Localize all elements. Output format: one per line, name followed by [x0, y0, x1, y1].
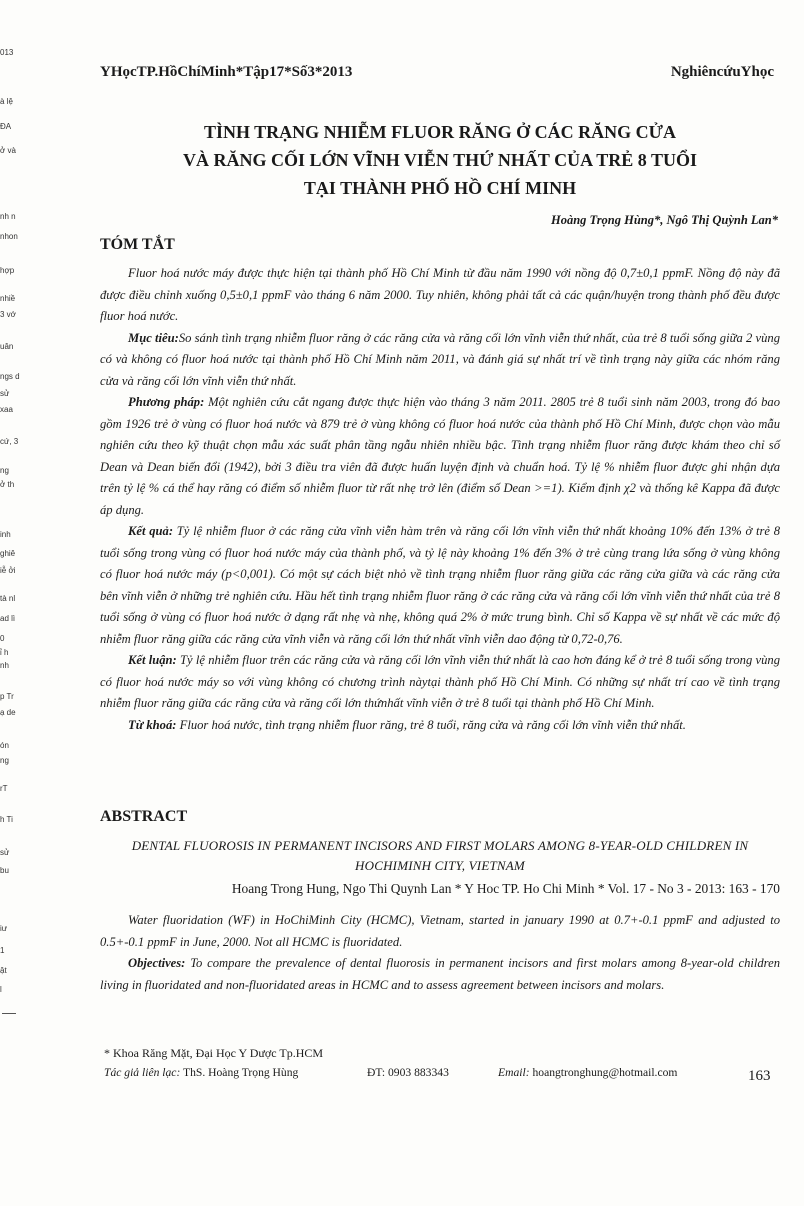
margin-fragment: l	[0, 985, 2, 994]
margin-fragment: tà nl	[0, 594, 16, 603]
facing-page-margin	[0, 0, 22, 1206]
margin-fragment: sử	[0, 848, 10, 857]
phone: ĐT: 0903 883343	[367, 1066, 449, 1079]
margin-fragment: p Tr	[0, 692, 14, 701]
margin-fragment: ón	[0, 741, 9, 750]
keywords-label: Từ khoá:	[128, 717, 177, 732]
result-label: Kết quả:	[128, 524, 174, 538]
margin-fragment: ng	[0, 466, 9, 475]
margin-fragment: 0	[0, 634, 5, 643]
email-block	[498, 1066, 677, 1079]
margin-fragment: h Ti	[0, 815, 13, 824]
abstract-conclusion	[100, 650, 780, 715]
contact-label: Tác giả liên lạc:	[104, 1066, 181, 1079]
contact-footnote	[104, 1066, 734, 1079]
margin-fragment: ad lì	[0, 614, 16, 623]
margin-fragment: hợp	[0, 266, 15, 275]
margin-fragment: ỉ h	[0, 648, 9, 657]
page-number: 163	[748, 1068, 771, 1084]
margin-fragment: ật	[0, 966, 7, 975]
abstract-en-body	[100, 910, 780, 996]
email-label: Email:	[498, 1066, 530, 1079]
affiliation-footnote: * Khoa Răng Mặt, Đại Học Y Dược Tp.HCM	[104, 1046, 324, 1060]
abstract-method	[100, 392, 780, 521]
abstract-vi-body	[100, 263, 780, 736]
running-head	[100, 64, 774, 84]
english-title: DENTAL FLUOROSIS IN PERMANENT INCISORS AND FIRST MOLARS AMONG 8-YEAR-OLD CHILDREN IN HOCHIMINH CITY, VIETNAM	[131, 838, 749, 873]
margin-fragment: 013	[0, 48, 14, 57]
section-name: NghiêncứuYhọc	[670, 64, 774, 80]
margin-fragment: nh n	[0, 212, 16, 221]
margin-fragment: uân	[0, 342, 14, 351]
result-text: Tỷ lệ nhiễm fluor ở các răng cửa vĩnh viễn hàm trên và răng cối lớn vĩnh viễn thứ nhất khoảng 10% đến 13% ở trẻ 8 tuổi sống trong vùng có fluor hoá nước máy của thành phố, và tỷ lệ này khoảng 1% đến 3% ở trẻ cùng trang lứa sống ở vùng không có fluor hoá nước máy (p<0,001). Có một sự cách biệt nhỏ về tình trạng nhiễm fluor răng giữa các răng cửa giữa và các răng cửa bên vĩnh viễn ở những trẻ nghiên cứu. Hầu hết tình trạng nhiễm fluor răng ở các răng cửa và răng cối lớn vĩnh viễn thứ nhất của trẻ 8 tuổi sống ở vùng có fluor hoá nước ở dạng rất nhẹ và nhẹ, không quá 2% ở mức trung bình. Chỉ số Kappa về sự nhất về các mức độ nhiễm fluor răng giữa các răng cửa vĩnh viễn và răng cối lớn thứ nhất vĩnh viễn dao động từ 0,72-0,76.	[100, 524, 781, 646]
authors: Hoàng Trọng Hùng*, Ngô Thị Quỳnh Lan*	[550, 213, 778, 227]
section-heading-tom-tat: TÓM TẮT	[100, 236, 175, 253]
contact-name: ThS. Hoàng Trọng Hùng	[183, 1066, 299, 1079]
title-line: VÀ RĂNG CỐI LỚN VĨNH VIỄN THỨ NHẤT CỦA TRẺ 8 TUỔI	[183, 150, 697, 170]
margin-fragment: xaa	[0, 405, 13, 414]
section-heading-abstract: ABSTRACT	[100, 808, 188, 825]
margin-fragment: nhiề	[0, 294, 16, 303]
margin-fragment: rT	[0, 784, 8, 793]
margin-fragment: nhon	[0, 232, 18, 241]
margin-fragment: inh	[0, 530, 11, 539]
margin-fragment: ngs d	[0, 372, 20, 381]
margin-fragment: iư	[0, 924, 8, 933]
abstract-en-intro: Water fluoridation (WF) in HoChiMinh City (HCMC), Vietnam, started in january 1990 at 0.7+-0.1 ppmF and adjusted to 0.5+-0.1 ppmF in June, 2000. Not all HCMC is fluoridated.	[100, 913, 780, 949]
margin-fragment: cứ, 3	[0, 437, 19, 446]
margin-fragment: iễ ởi	[0, 566, 16, 575]
objective-label: Mục tiêu:	[128, 330, 179, 345]
title-line: TẠI THÀNH PHỐ HỒ CHÍ MINH	[303, 178, 577, 198]
margin-fragment: 3 vớ	[0, 310, 16, 319]
conclusion-text: Tỷ lệ nhiễm fluor trên các răng cửa và răng cối lớn vĩnh viễn thứ nhất là cao hơn đáng kể ở trẻ 8 tuổi sống trong vùng có fluor hoá nước máy so với vùng không có chương trình nàytại thành phố Hồ Chí Minh. Có những sự nhất trí cao về tình trạng nhiễm fluor răng giữa các răng cửa và răng cối lớn thứnhất vĩnh viễn ở trẻ 8 tuổi tại thành phố Hồ Chí Minh.	[100, 653, 780, 710]
abstract-en-objective	[100, 953, 780, 996]
article-title	[100, 118, 780, 202]
abstract-intro: Fluor hoá nước máy được thực hiện tại thành phố Hồ Chí Minh từ đầu năm 1990 với nồng độ 0,7±0,1 ppmF. Nồng độ này đã được điều chỉnh xuống 0,5±0,1 ppmF vào tháng 6 năm 2000. Tuy nhiên, không phải tất cả các quận/huyện trong thành phố đều được fluor hoá nước.	[100, 266, 780, 323]
margin-rule	[2, 1013, 16, 1014]
margin-fragment: bu	[0, 866, 9, 875]
margin-fragment: ở th	[0, 480, 15, 489]
objectives-text: To compare the prevalence of dental fluorosis in permanent incisors and first molars among 8-year-old children living in fluoridated and non-fluoridated areas in HCMC and to assess agreement between incisors and molars.	[100, 956, 780, 992]
margin-fragment: nh	[0, 661, 9, 670]
margin-fragment: ĐA	[0, 122, 12, 131]
conclusion-label: Kết luận:	[128, 653, 177, 667]
method-text: Một nghiên cứu cắt ngang được thực hiện vào tháng 3 năm 2011. 2805 trẻ 8 tuổi sinh năm 2003, trong đó bao gồm 1926 trẻ ở vùng có fluor hoá nước và 879 trẻ ở vùng không có fluor hoá nước của thành phố Hồ Chí Minh, được chọn vào mẫu nghiên cứu theo kỹ thuật chọn mẫu xác suất phân tầng ngẫu nhiên nhiều bậc. Tình trạng nhiễm fluor răng được khám theo chỉ số Dean và Dean biến đổi (1942), bởi 3 điều tra viên đã được huấn luyện định và chuẩn hoá. Tỷ lệ % nhiễm fluor được ghi nhận dựa trên tỷ lệ % cá thể hay răng có điểm số nhiễm fluor từ rất nhẹ trở lên (điểm số Dean >=1). Kiểm định χ2 và thống kê Kappa đã được áp dụng.	[100, 395, 780, 517]
journal-issue: YHọcTP.HồChíMinh*Tập17*Số3*2013	[100, 64, 353, 80]
margin-fragment: ghiê	[0, 549, 16, 558]
margin-fragment: ng	[0, 756, 9, 765]
abstract-objective	[100, 328, 780, 393]
abstract-result	[100, 521, 780, 650]
abstract-keywords	[100, 715, 780, 737]
margin-fragment: à lệ	[0, 97, 13, 106]
email-address: hoangtronghung@hotmail.com	[532, 1066, 678, 1079]
citation: Hoang Trong Hung, Ngo Thi Quynh Lan * Y Hoc TP. Ho Chi Minh * Vol. 17 - No 3 - 2013: 163 - 170	[231, 881, 780, 896]
keywords-text: Fluor hoá nước, tình trạng nhiễm fluor răng, trẻ 8 tuổi, răng cửa và răng cối lớn vĩnh viễn thứ nhất.	[179, 717, 686, 732]
objective-text: So sánh tình trạng nhiễm fluor răng ở các răng cửa và răng cối lớn vĩnh viễn thứ nhất, của trẻ 8 tuổi sống giữa 2 vùng có và không có fluor hoá nước tại thành phố Hồ Chí Minh năm 2011, và đánh giá sự nhất trí về tình trạng này giữa các nhóm răng cửa và răng cối lớn vĩnh viễn thứ nhất.	[100, 330, 780, 388]
margin-fragment: sử	[0, 389, 10, 398]
title-line: TÌNH TRẠNG NHIỄM FLUOR RĂNG Ở CÁC RĂNG CỬA	[203, 122, 676, 142]
margin-fragment: ở và	[0, 146, 16, 155]
method-label: Phương pháp:	[128, 395, 205, 409]
objectives-label: Objectives:	[128, 956, 186, 970]
margin-fragment: ạ de	[0, 708, 16, 717]
margin-fragment: 1	[0, 946, 5, 955]
